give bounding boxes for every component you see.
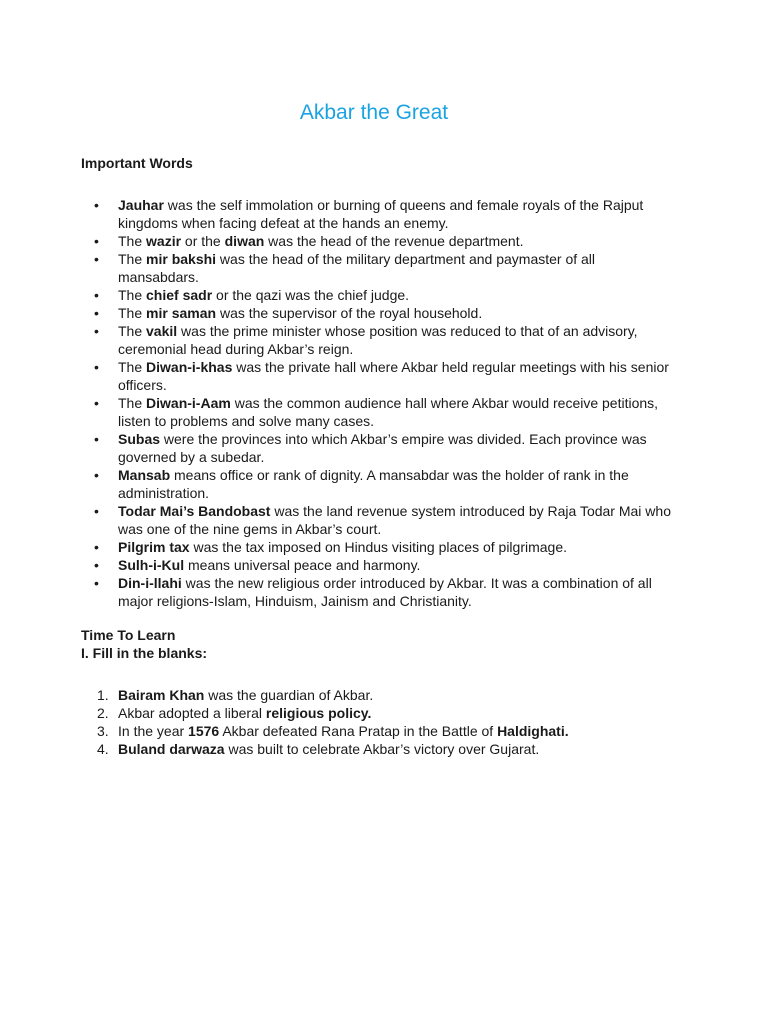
list-item: • Din-i-llahi was the new religious order introduced by Akbar. It was a combination of all major religions-Islam, Hinduism, Jainism and Christianity. [118,574,678,610]
term: mir bakshi [146,251,217,267]
time-to-learn-heading: Time To Learn [81,627,176,643]
item-number: 2. [97,705,109,721]
list-item: • The Diwan-i-Aam was the common audience hall where Akbar would receive petitions, listen to problems and solve many cases. [118,394,678,430]
list-item: 4. Buland darwaza was built to celebrate Akbar’s victory over Gujarat. [97,741,540,757]
list-item: • The wazir or the diwan was the head of the revenue department. [118,232,678,250]
term: Mansab [118,467,171,483]
list-item: • Pilgrim tax was the tax imposed on Hindus visiting places of pilgrimage. [118,538,678,556]
term: Jauhar [118,197,164,213]
term: wazir [146,233,182,249]
fill-in-blanks-heading: I. Fill in the blanks: [81,645,208,661]
list-item: • The chief sadr or the qazi was the chief judge. [118,286,678,304]
item-number: 3. [97,723,109,739]
list-item: 1. Bairam Khan was the guardian of Akbar. [97,687,374,703]
list-item: 2. Akbar adopted a liberal religious policy. [97,705,372,721]
fill-in-blanks-list [97,686,678,758]
list-item: • Sulh-i-Kul means universal peace and harmony. [118,556,678,574]
term: diwan [224,233,265,249]
term: vakil [146,323,178,339]
list-item: • The mir saman was the supervisor of the royal household. [118,304,678,322]
important-words-list [118,196,678,610]
list-item: • The vakil was the prime minister whose position was reduced to that of an advisory, ceremonial head during Akbar’s reign. [118,322,678,358]
list-item: 3. In the year 1576 Akbar defeated Rana Pratap in the Battle of Haldighati. [97,723,569,739]
list-item: • Subas were the provinces into which Akbar’s empire was divided. Each province was governed by a subedar. [118,430,678,466]
list-item: • The Diwan-i-khas was the private hall where Akbar held regular meetings with his senior officers. [118,358,678,394]
term: Sulh-i-Kul [118,557,185,573]
term: Todar Mai’s Bandobast [118,503,271,519]
item-number: 1. [97,687,109,703]
item-number: 4. [97,741,109,757]
term: Diwan-i-khas [146,359,233,375]
term: Diwan-i-Aam [146,395,231,411]
list-item: • Mansab means office or rank of dignity. A mansabdar was the holder of rank in the administration. [118,466,678,502]
important-words-heading: Important Words [81,155,193,171]
term: Din-i-llahi [118,575,182,591]
list-item: • The mir bakshi was the head of the military department and paymaster of all mansabdars. [118,250,678,286]
term: chief sadr [146,287,213,303]
page-title: Akbar the Great [299,101,449,124]
term: mir saman [146,305,217,321]
list-item: • Todar Mai’s Bandobast was the land revenue system introduced by Raja Todar Mai who was one of the nine gems in Akbar’s court. [118,502,678,538]
list-item: • Jauhar was the self immolation or burning of queens and female royals of the Rajput kingdoms when facing defeat at the hands an enemy. [118,196,678,232]
term: Subas [118,431,161,447]
term: Pilgrim tax [118,539,190,555]
